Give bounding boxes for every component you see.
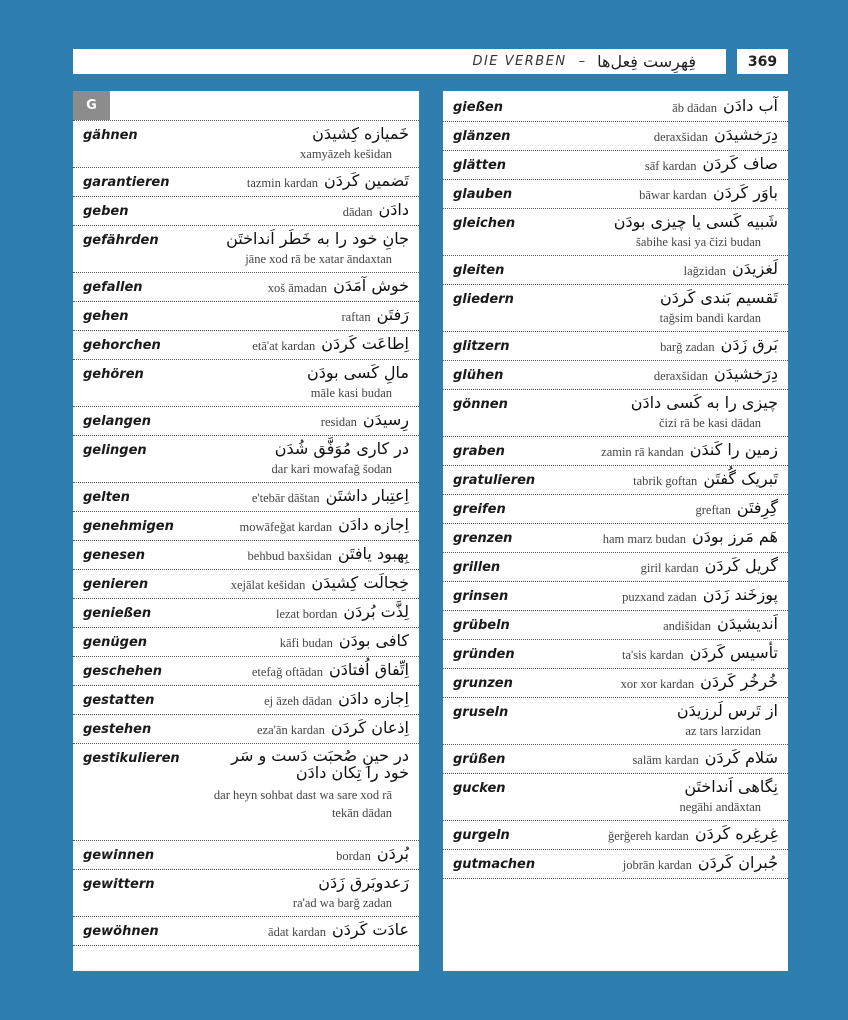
transliteration: residan [320,415,357,429]
transliteration: tazmin kardan [246,176,318,190]
persian-translation: عادَت کَردَن [331,920,409,939]
dictionary-entry [443,93,788,122]
transliteration: āb dādan [672,101,717,115]
persian-translation: بِهبود یافتَن [337,544,409,563]
german-verb: grübeln [453,618,510,633]
german-verb: gruseln [453,705,509,720]
transliteration: barğ zadan [660,340,715,354]
dictionary-entry [73,628,419,657]
german-verb: gefährden [83,233,159,248]
german-verb: gewöhnen [83,924,159,939]
transliteration: dar kari mowafağ šodan [271,462,392,476]
dictionary-entry [73,360,419,407]
persian-translation: صاف کَردَن [702,154,778,173]
dictionary-entry [73,657,419,686]
german-verb: genügen [83,635,148,650]
german-verb: gefallen [83,280,143,295]
persian-translation: از تَرس لَرزیدَن [676,701,778,720]
german-verb: gelten [83,490,130,505]
german-verb: grillen [453,560,501,575]
german-verb: grinsen [453,589,509,604]
persian-translation: پوزخَند زَدَن [702,585,778,604]
persian-translation: رِسیدَن [362,410,409,429]
german-verb: glühen [453,368,504,383]
dictionary-entry [73,168,419,197]
transliteration: behbud baxšidan [247,549,332,563]
dictionary-entry [443,466,788,495]
persian-translation: تأسیس کَردَن [689,643,778,662]
german-verb: glänzen [453,129,511,144]
dictionary-entry [443,611,788,640]
transliteration: bordan [336,849,371,863]
dictionary-entry [73,870,419,917]
transliteration: ğerğereh kardan [607,829,689,843]
dictionary-entry [73,483,419,512]
persian-translation: چیزی را به کَسی دادَن [630,393,778,412]
transliteration: ezа'ān kardan [257,723,325,737]
persian-translation: جُبران کَردَن [697,853,778,872]
persian-translation: آب دادَن [722,96,778,115]
dictionary-entry [443,285,788,332]
dictionary-entry [73,744,419,841]
german-verb: gucken [453,781,506,796]
dictionary-entry [443,361,788,390]
transliteration: xamyāzeh kešidan [300,147,392,161]
transliteration: tağsim bandi kardan [659,311,761,325]
dictionary-entry [73,436,419,483]
german-verb: gestatten [83,693,155,708]
german-verb: genieren [83,577,149,592]
persian-translation: لَغزیدَن [731,259,778,278]
dictionary-entry [443,821,788,850]
german-verb: genehmigen [83,519,174,534]
transliteration: deraxšidan [653,130,708,144]
transliteration: ham marz budan [602,532,687,546]
dictionary-entry [443,151,788,180]
dictionary-entry [443,640,788,669]
page-number: 369 [737,49,788,74]
german-verb: gewinnen [83,848,155,863]
german-verb: garantieren [83,175,170,190]
right-column [443,91,788,971]
transliteration: puzxand zadan [622,590,697,604]
transliteration: e'tebār dāštan [251,491,320,505]
persian-translation: خوش آمَدَن [333,276,409,295]
transliteration: jobrān kardan [622,858,692,872]
dictionary-entry [443,437,788,466]
dictionary-entry [443,553,788,582]
transliteration: xoš āmadan [267,281,328,295]
transliteration: xor xor kardan [620,677,695,691]
dictionary-entry [443,209,788,256]
dictionary-entry [73,686,419,715]
dictionary-entry [443,332,788,361]
persian-translation: تَقسیم بَندی کَردَن [660,288,778,307]
transliteration: ādat kardan [268,925,326,939]
german-verb: gratulieren [453,473,536,488]
persian-translation: دِرَخشیدَن [714,125,778,144]
dictionary-entry [443,698,788,745]
dictionary-entry [443,122,788,151]
dictionary-entry [443,256,788,285]
dictionary-entry [73,226,419,273]
persian-translation: بَرق زَدَن [720,335,778,354]
persian-translation: رَفتَن [376,305,409,324]
dictionary-entry [73,273,419,302]
transliteration: kāfi budan [279,636,333,650]
persian-translation: رَعدوبَرق زَدَن [318,873,409,892]
transliteration: ta'sis kardan [622,648,684,662]
persian-translation: زمین را کَندَن [689,440,778,459]
dictionary-entry [443,524,788,553]
german-verb: gleichen [453,216,516,231]
entry-list-right [443,93,788,879]
dictionary-entry [73,917,419,946]
transliteration: zamin rā kandan [601,445,684,459]
transliteration: dādan [342,205,373,219]
dictionary-entry [73,599,419,628]
persian-translation: باوَر کَردَن [712,183,778,202]
persian-translation: بُردَن [376,844,409,863]
transliteration: lağzidan [683,264,726,278]
german-verb: glauben [453,187,513,202]
dictionary-entry [443,495,788,524]
dictionary-entry [73,197,419,226]
dictionary-entry [443,774,788,821]
transliteration: negāhi andāxtan [679,800,761,814]
running-header [73,49,726,74]
dictionary-entry [73,302,419,331]
transliteration: šabihe kasi ya čizi budan [636,235,761,249]
german-verb: gründen [453,647,515,662]
transliteration: dar heyn sohbat dast wa sare xod rā tekān dādan [213,788,392,820]
persian-translation: خُرخُر کَردَن [700,672,778,691]
dictionary-entry [443,390,788,437]
persian-translation: خِجالَت کِشیدَن [311,573,409,592]
transliteration: salām kardan [632,753,699,767]
german-verb: gehen [83,309,129,324]
dictionary-entry [443,582,788,611]
dictionary-entry [443,180,788,209]
german-verb: geben [83,204,129,219]
german-verb: gelingen [83,443,147,458]
entry-list-left [73,121,419,946]
dictionary-entry [443,850,788,879]
persian-translation: غِرغِره کَردَن [694,824,778,843]
german-verb: graben [453,444,505,459]
persian-translation: سَلام کَردَن [704,748,778,767]
german-verb: grunzen [453,676,513,691]
german-verb: gewittern [83,877,155,892]
persian-translation: اَندیشیدَن [717,614,778,633]
dictionary-entry [73,570,419,599]
dictionary-entry [73,541,419,570]
german-verb: grüßen [453,752,506,767]
german-verb: glitzern [453,339,510,354]
persian-translation: دادَن [378,200,409,219]
persian-translation: شَبیه کَسی یا چیزی بودَن [613,212,778,231]
transliteration: bāwar kardan [639,188,707,202]
transliteration: deraxšidan [653,369,708,383]
transliteration: ra'ad wa barğ zadan [292,896,392,910]
german-verb: gleiten [453,263,505,278]
transliteration: mowāfeğat kardan [239,520,333,534]
persian-translation: تَبریک گُفتَن [703,469,778,488]
persian-translation: جانِ خود را به خَطَر اَنداختَن [226,229,409,248]
dictionary-entry [443,669,788,698]
transliteration: tabrik goftan [633,474,698,488]
letter-tab: G [73,91,110,120]
persian-translation: هَم مَرز بودَن [692,527,778,546]
persian-translation: اِجازه دادَن [338,515,409,534]
german-verb: gönnen [453,397,508,412]
transliteration: az tars larzidan [685,724,761,738]
transliteration: ej āzeh dādan [264,694,333,708]
german-verb: gießen [453,100,504,115]
dictionary-entry [73,715,419,744]
german-verb: gestikulieren [83,751,180,766]
dictionary-entry [73,512,419,541]
german-verb: glätten [453,158,507,173]
header-titles [472,49,726,74]
persian-translation: نِگاهی اَنداختَن [684,777,778,796]
transliteration: lezat bordan [275,607,338,621]
persian-translation: گِرِفتَن [736,498,778,517]
german-verb: greifen [453,502,506,517]
persian-translation: اِتِّفاق اُفتادَن [328,660,409,679]
persian-translation: اِطاعَت کَردَن [321,334,409,353]
transliteration: greftan [695,503,731,517]
transliteration: xejālat kešidan [230,578,306,592]
german-verb: gestehen [83,722,152,737]
german-verb: gliedern [453,292,514,307]
transliteration: raftan [341,310,371,324]
transliteration: etā'at kardan [252,339,316,353]
german-verb: grenzen [453,531,513,546]
german-verb: gurgeln [453,828,510,843]
transliteration: jāne xod rā be xatar āndaxtan [245,252,392,266]
transliteration: etefağ oftādan [251,665,323,679]
dictionary-entry [73,121,419,168]
german-verb: gehorchen [83,338,161,353]
persian-translation: دِرَخشیدَن [714,364,778,383]
german-verb: gelangen [83,414,151,429]
dictionary-entry [443,745,788,774]
transliteration: giril kardan [640,561,699,575]
persian-translation: گریل کَردَن [704,556,778,575]
persian-translation: کافی بودَن [338,631,409,650]
persian-translation: در کاری مُوَفَّق شُدَن [274,439,409,458]
german-verb: gehören [83,367,144,382]
header-title-persian: فِهرِست فِعل‌ها [597,52,696,71]
german-verb: gutmachen [453,857,536,872]
german-verb: genesen [83,548,146,563]
persian-translation: مالِ کَسی بودَن [306,363,409,382]
persian-translation: در حینِ صُحبَت دَست و سَر خود را تِکان دادَن [231,746,409,782]
persian-translation: تَضمین کَردَن [324,171,409,190]
german-verb: geschehen [83,664,162,679]
german-verb: genießen [83,606,152,621]
dictionary-entry [73,841,419,870]
persian-translation: لِذَّت بُردَن [343,602,409,621]
persian-translation: خَمیازه کِشیدَن [312,124,409,143]
transliteration: čizi rā be kasi dādan [658,416,761,430]
transliteration: sāf kardan [644,159,697,173]
dictionary-entry [73,331,419,360]
persian-translation: اِجازه دادَن [338,689,409,708]
dictionary-entry [73,407,419,436]
persian-translation: اِعتِبار داشتَن [325,486,409,505]
header-separator: – [578,54,586,69]
transliteration: andišidan [663,619,711,633]
transliteration: māle kasi budan [310,386,392,400]
german-verb: gähnen [83,128,138,143]
header-title-german: DIE VERBEN [472,54,567,69]
persian-translation: اِذعان کَردَن [330,718,409,737]
left-column [73,91,419,971]
